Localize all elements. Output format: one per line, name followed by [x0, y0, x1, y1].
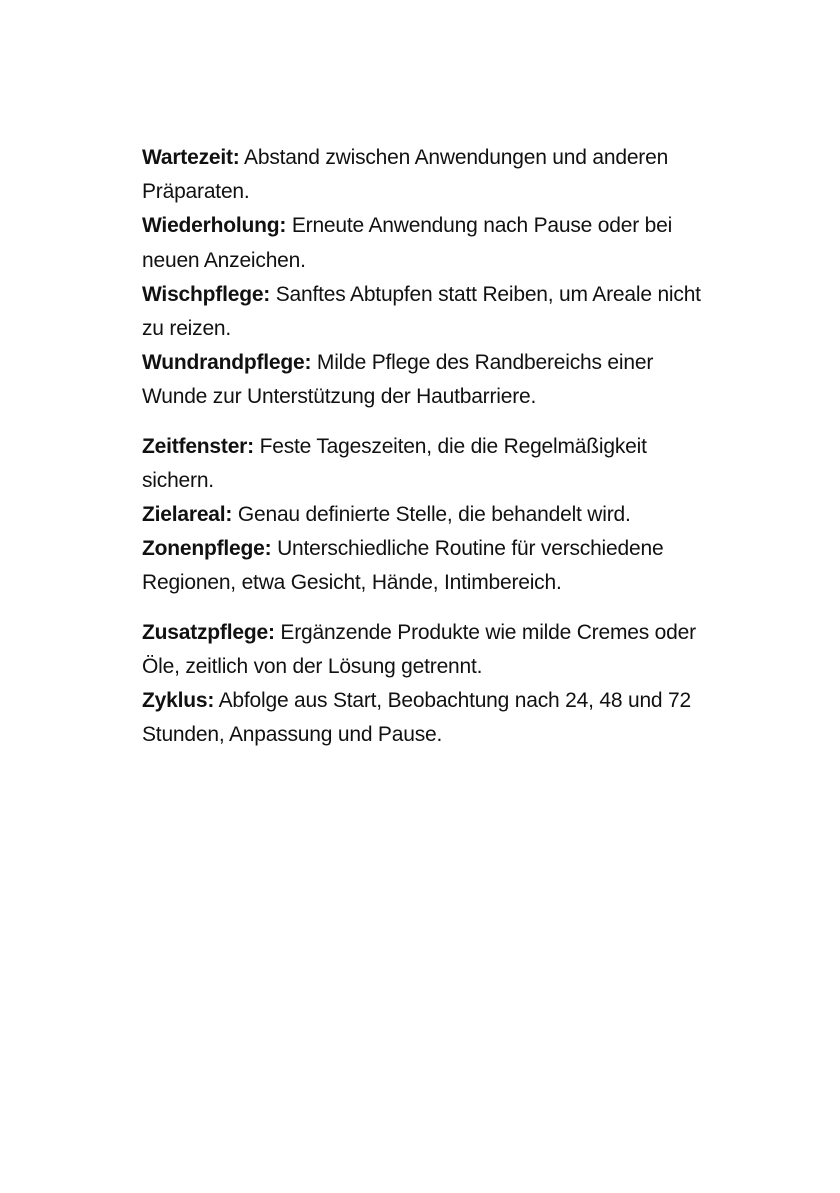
glossary-term: Wischpflege: [142, 282, 271, 306]
glossary-term: Zusatzpflege: [142, 620, 275, 644]
glossary-content [142, 141, 712, 752]
glossary-entry-zyklus [142, 684, 712, 752]
glossary-term: Wartezeit: [142, 146, 240, 169]
glossary-entry-zusatzpflege [142, 616, 712, 684]
glossary-group-w [142, 141, 712, 415]
glossary-definition: Feste Tageszeiten, die die Regelmäßigkeit sichern. [142, 434, 647, 492]
glossary-term: Wundrandpflege: [142, 351, 312, 375]
glossary-definition: Milde Pflege des Randbereichs einer Wunde zur Unterstützung der Hautbarriere. [142, 351, 654, 409]
glossary-term: Zeitfenster: [142, 434, 254, 458]
glossary-term: Zonenpflege: [142, 537, 272, 561]
glossary-definition: Erneute Anwendung nach Pause oder bei neuen Anzeichen. [142, 214, 673, 272]
glossary-group-z1 [142, 430, 712, 601]
glossary-entry-zonenpflege [142, 532, 712, 600]
glossary-definition: Abstand zwischen Anwendungen und anderen Präparaten. [142, 146, 669, 204]
glossary-entry-wiederholung [142, 209, 712, 277]
glossary-definition: Sanftes Abtupfen statt Reiben, um Areale nicht zu reizen. [142, 282, 701, 341]
glossary-term: Zielareal: [142, 503, 233, 527]
glossary-group-z2 [142, 616, 712, 753]
glossary-entry-wartezeit [142, 141, 712, 209]
glossary-definition: Genau definierte Stelle, die behandelt wird. [232, 503, 631, 527]
glossary-definition: Ergänzende Produkte wie milde Cremes oder Öle, zeitlich von der Lösung getrennt. [142, 620, 696, 678]
glossary-entry-zeitfenster [142, 430, 712, 498]
glossary-entry-wundrandpflege [142, 346, 712, 414]
glossary-term: Zyklus: [142, 689, 215, 713]
glossary-definition: Unterschiedliche Routine für verschiedene Regionen, etwa Gesicht, Hände, Intimbereich. [142, 537, 664, 595]
glossary-term: Wiederholung: [142, 214, 287, 238]
glossary-entry-wischpflege [142, 278, 712, 346]
glossary-definition: Abfolge aus Start, Beobachtung nach 24, 48 und 72 Stunden, Anpassung und Pause. [142, 689, 692, 747]
glossary-entry-zielareal [142, 498, 712, 532]
